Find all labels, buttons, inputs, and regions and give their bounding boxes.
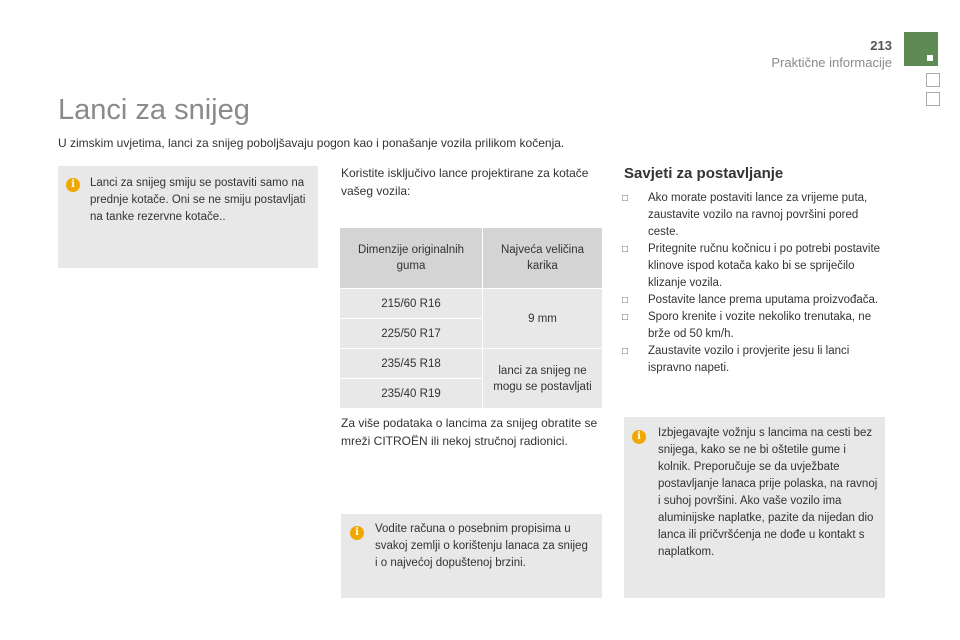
tab-square-icon (927, 55, 933, 61)
info-box (624, 417, 885, 598)
list-item: □ Ako morate postaviti lance za vrijeme puta, zaustavite vozilo na ravnoj površini pored ceste. (622, 192, 868, 238)
chapter-tab-empty (926, 73, 940, 87)
table-header-cell: Najveća veličina karika (483, 228, 603, 289)
chapter-tab-active (904, 32, 938, 66)
page-number: 213 (870, 38, 892, 53)
info-icon: i (632, 430, 646, 444)
table-header-row (340, 228, 602, 289)
checkbox-icon: □ (622, 244, 629, 255)
info-box-text: Lanci za snijeg smiju se postaviti samo na prednje kotače. Oni se ne smiju postavljati na tanke rezervne kotače.. (90, 177, 306, 223)
checkbox-icon: □ (622, 346, 629, 357)
table-row (340, 289, 602, 319)
chapter-tab-empty (926, 92, 940, 106)
tips-list (622, 190, 884, 377)
info-icon: i (350, 526, 364, 540)
list-item: □ Zaustavite vozilo i provjerite jesu li lanci ispravno napeti. (622, 345, 850, 374)
section-title: Savjeti za postavljanje (624, 165, 784, 182)
chapter-title: Praktične informacije (771, 55, 892, 70)
info-box-text: Izbjegavajte vožnju s lancima na cesti bez snijega, kako se ne bi oštetile gume i kolnik. Preporučuje se da uvježbate postavljanje lanaca prije polaska, na ravnoj i suhoj površini. Ako vaše vozilo ima aluminijske naplatke, pazite da nijedan dio lanca ili pričvršćenja ne dođe u kontakt s naplatkom. (658, 427, 878, 558)
chains-intro: Koristite isključivo lance projektirane za kotače vašeg vozila: (341, 166, 589, 198)
checkbox-icon: □ (622, 312, 629, 323)
info-box (341, 514, 602, 598)
intro-text: U zimskim uvjetima, lanci za snijeg poboljšavaju pogon kao i ponašanje vozila prilikom kočenja. (58, 136, 565, 150)
info-icon: i (66, 178, 80, 192)
more-info-text: Za više podataka o lancima za snijeg obratite se mreži CITROËN ili nekoj stručnoj radionici. (341, 416, 598, 448)
table-header-cell: Dimenzije originalnih guma (340, 228, 483, 289)
info-box (58, 166, 318, 268)
list-item: □ Sporo krenite i vozite nekoliko trenutaka, ne brže od 50 km/h. (622, 311, 872, 340)
table-cell: lanci za snijeg ne mogu se postavljati (483, 349, 603, 409)
tire-chain-table (340, 228, 602, 409)
table-cell: 235/40 R19 (340, 379, 483, 409)
list-item: □ Pritegnite ručnu kočnicu i po potrebi postavite klinove ispod kotača kako bi se spriječilo klizanje vozila. (622, 243, 881, 289)
checkbox-icon: □ (622, 193, 629, 204)
list-item: □ Postavite lance prema uputama proizvođača. (622, 292, 884, 309)
table-cell: 225/50 R17 (340, 319, 483, 349)
table-cell: 9 mm (483, 289, 603, 349)
table-cell: 235/45 R18 (340, 349, 483, 379)
info-box-text: Vodite računa o posebnim propisima u svakoj zemlji o korištenju lanaca za snijeg i o najvećoj dopuštenoj brzini. (375, 523, 588, 569)
table-row (340, 349, 602, 379)
checkbox-icon: □ (622, 295, 629, 306)
page-title: Lanci za snijeg (58, 94, 250, 126)
table-cell: 215/60 R16 (340, 289, 483, 319)
